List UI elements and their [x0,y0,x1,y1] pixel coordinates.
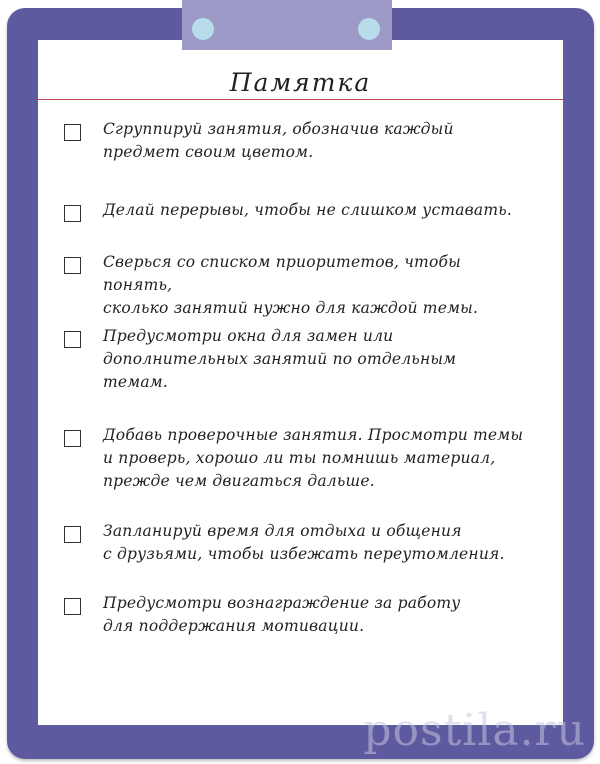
checklist-item-text: Сгруппируй занятия, обозначив каждый предмет своим цветом. [103,120,454,161]
title-divider [38,99,563,100]
checklist-item-text: Сверься со списком приоритетов, чтобы понять, сколько занятий нужно для каждой темы. [103,253,479,317]
checkbox[interactable] [64,124,81,141]
checkbox[interactable] [64,526,81,543]
clip-hole-right-icon [358,18,380,40]
checklist-item-text: Делай перерывы, чтобы не слишком уставать. [103,201,513,219]
checklist-item-text: Предусмотри окна для замен или дополнительных занятий по отдельным темам. [103,327,457,391]
watermark: postila.ru [363,705,586,756]
checklist-item-text: Добавь проверочные занятия. Просмотри темы и проверь, хорошо ли ты помнишь материал, прежде чем двигаться дальше. [103,426,524,490]
checklist-item-text: Запланируй время для отдыха и общения с друзьями, чтобы избежать переутомления. [103,522,505,563]
checkbox[interactable] [64,331,81,348]
checklist-item-text: Предусмотри вознаграждение за работу для поддержания мотивации. [103,594,461,635]
clipboard-clip [182,0,392,50]
checkbox[interactable] [64,257,81,274]
page-title: Памятка [229,68,372,97]
checkbox[interactable] [64,430,81,447]
checkbox[interactable] [64,598,81,615]
clip-hole-left-icon [192,18,214,40]
checkbox[interactable] [64,205,81,222]
